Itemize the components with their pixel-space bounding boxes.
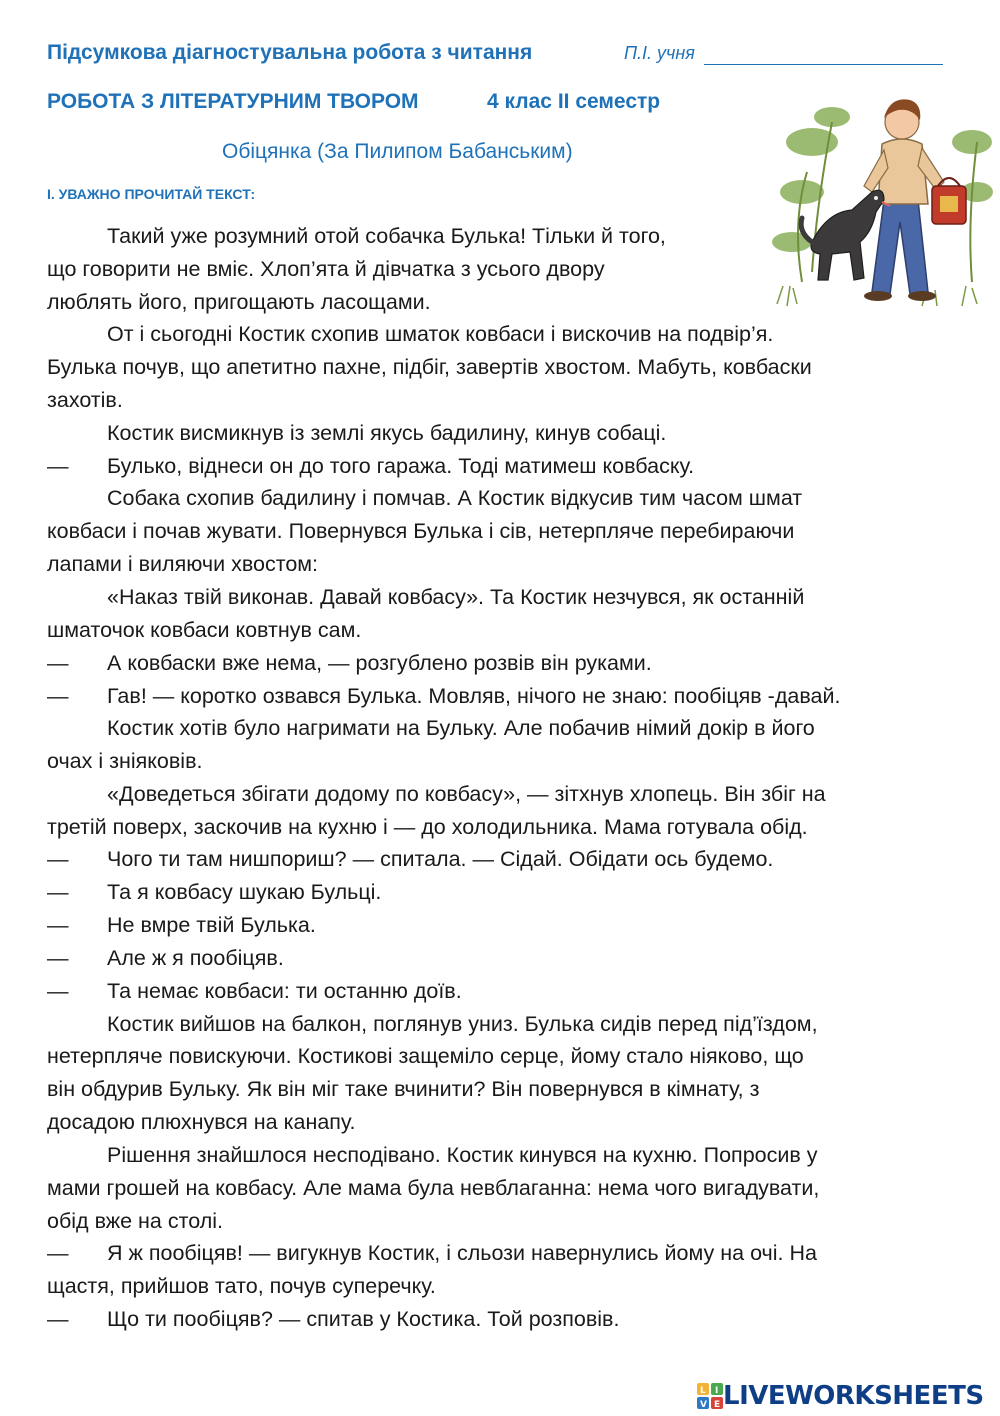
liveworksheets-logo[interactable] — [697, 1376, 984, 1416]
dialogue-dash: — — [47, 1241, 69, 1265]
text-line: лапами і виляючи хвостом: — [47, 552, 319, 576]
text-line: Чого ти там нишпориш? — спитала. — Сідай. Обідати ось будемо. — [107, 847, 774, 871]
text-line: нетерпляче повискуючи. Костикові защеміло серце, йому стало ніяково, що — [47, 1044, 804, 1068]
text-line: очах і зніяковів. — [47, 749, 203, 773]
text-line: шматочок ковбаси ковтнув сам. — [47, 618, 362, 642]
dialogue-dash: — — [47, 946, 69, 970]
boy-and-dog-illustration — [772, 82, 994, 310]
text-line: Булько, віднеси он до того гаража. Тоді матимеш ковбаску. — [107, 454, 695, 478]
text-line: Такий уже розумний отой собачка Булька! Тільки й того, — [107, 224, 666, 248]
student-name-label: П.І. учня — [624, 43, 695, 63]
text-line: досадою плюхнувся на канапу. — [47, 1110, 356, 1134]
text-line: захотів. — [47, 388, 123, 412]
text-line: Я ж пообіцяв! — вигукнув Костик, і сльози навернулись йому на очі. На — [107, 1241, 817, 1265]
text-line: третій поверх, заскочив на кухню і — до холодильника. Мама готувала обід. — [47, 815, 808, 839]
liveworksheets-brand: LIVEWORKSHEETS — [723, 1381, 984, 1411]
text-line: Булька почув, що апетитно пахне, підбіг, завертів хвостом. Мабуть, ковбаски — [47, 355, 812, 379]
svg-text:V: V — [700, 1400, 707, 1409]
dialogue-dash: — — [47, 454, 69, 478]
instruction-heading: І. УВАЖНО ПРОЧИТАЙ ТЕКСТ: — [47, 186, 256, 202]
text-line: «Доведеться збігати додому по ковбасу», — зітхнув хлопець. Він збіг на — [107, 782, 826, 806]
text-line: А ковбаски вже нема, — розгублено розвів він руками. — [107, 651, 652, 675]
text-line: Але ж я пообіцяв. — [107, 946, 284, 970]
text-line: люблять його, пригощають ласощами. — [47, 290, 431, 314]
text-line: Костик висмикнув із землі якусь бадилину, кинув собаці. — [107, 421, 667, 445]
story-title: Обіцянка (За Пилипом Бабанським) — [222, 140, 573, 163]
text-line: Та я ковбасу шукаю Бульці. — [107, 880, 382, 904]
liveworksheets-icon — [697, 1383, 723, 1409]
dialogue-dash: — — [47, 880, 69, 904]
dialogue-dash: — — [47, 979, 69, 1003]
text-line: що говорити не вміє. Хлоп’ята й дівчатка з усього двору — [47, 257, 605, 281]
text-line: обід вже на столі. — [47, 1209, 223, 1233]
section-heading: РОБОТА З ЛІТЕРАТУРНИМ ТВОРОМ — [47, 90, 419, 113]
text-line: Собака схопив бадилину і помчав. А Костик відкусив тим часом шмат — [107, 486, 803, 510]
text-line: Костик хотів було нагримати на Бульку. Але побачив німий докір в його — [107, 716, 815, 740]
dialogue-dash: — — [47, 847, 69, 871]
text-line: Рішення знайшлося несподівано. Костик кинувся на кухню. Попросив у — [107, 1143, 818, 1167]
dialogue-dash: — — [47, 651, 69, 675]
text-line: мами грошей на ковбасу. Але мама була невблаганна: нема чого вигадувати, — [47, 1176, 820, 1200]
text-line: Та немає ковбаси: ти останню доїв. — [107, 979, 462, 1003]
text-line: Гав! — коротко озвався Булька. Мовляв, нічого не знаю: пообіцяв -давай. — [107, 684, 841, 708]
student-name-field[interactable] — [704, 64, 943, 65]
text-line: От і сьогодні Костик схопив шматок ковбаси і вискочив на подвір’я. — [107, 322, 774, 346]
worksheet-title: Підсумкова діагностувальна робота з читання — [47, 41, 533, 64]
text-line: він обдурив Бульку. Як він міг таке вчинити? Він повернувся в кімнату, з — [47, 1077, 760, 1101]
text-line: щастя, прийшов тато, почув суперечку. — [47, 1274, 436, 1298]
svg-text:E: E — [714, 1400, 721, 1409]
text-line: Не вмре твій Булька. — [107, 913, 316, 937]
grade-semester: 4 клас ІІ семестр — [487, 90, 661, 113]
text-line: «Наказ твій виконав. Давай ковбасу». Та Костик незчувся, як останній — [107, 585, 805, 609]
text-line: Костик вийшов на балкон, поглянув униз. Булька сидів перед під’їздом, — [107, 1012, 818, 1036]
dialogue-dash: — — [47, 684, 69, 708]
svg-text:L: L — [700, 1386, 706, 1396]
svg-text:I: I — [715, 1386, 719, 1396]
text-line: Що ти пообіцяв? — спитав у Костика. Той розповів. — [107, 1307, 620, 1331]
dialogue-dash: — — [47, 1307, 69, 1331]
text-line: ковбаси і почав жувати. Повернувся Булька і сів, нетерпляче перебираючи — [47, 519, 795, 543]
dialogue-dash: — — [47, 913, 69, 937]
